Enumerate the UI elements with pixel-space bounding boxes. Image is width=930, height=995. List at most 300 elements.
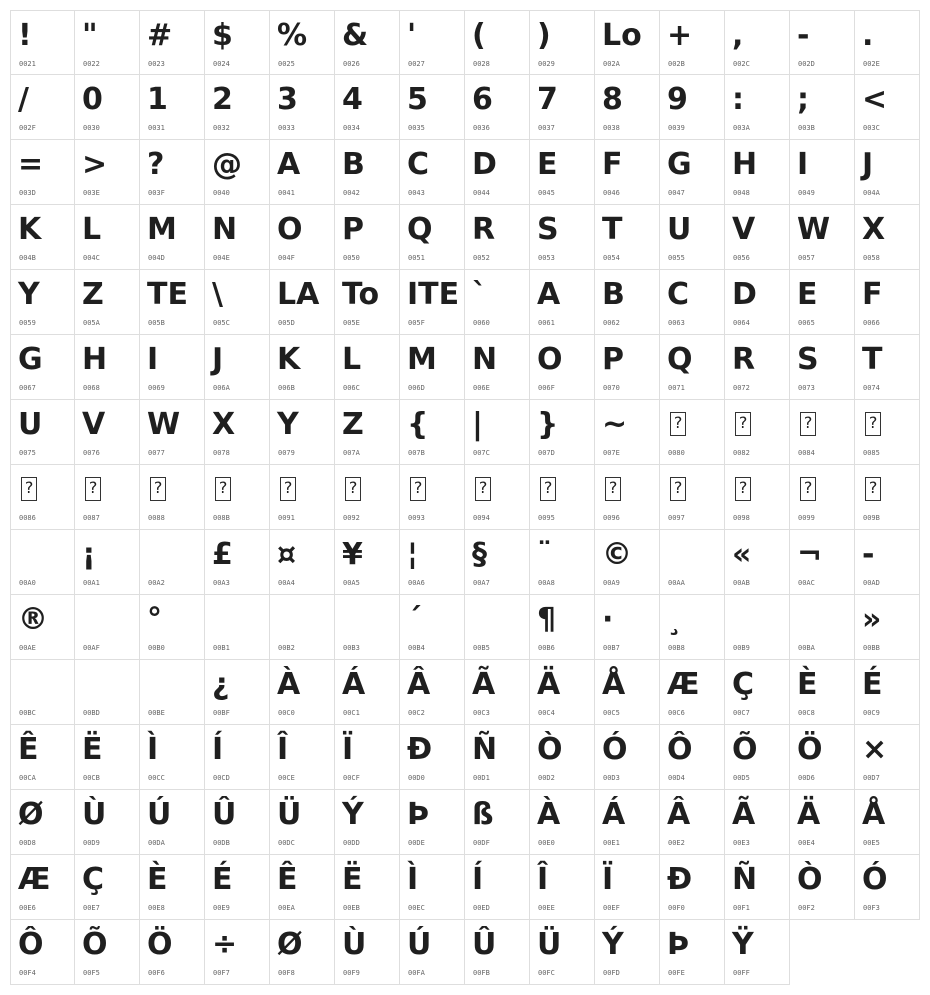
glyph-char: Ö — [797, 732, 823, 767]
glyph-code: 00ED — [473, 904, 490, 912]
glyph-char: Ñ — [732, 862, 758, 897]
glyph-code: 0034 — [343, 124, 360, 132]
glyph-cell — [75, 855, 140, 920]
glyph-char: ° — [147, 602, 162, 637]
missing-glyph-box: ? — [215, 477, 231, 501]
glyph-char: E — [537, 147, 558, 182]
glyph-code: 0048 — [733, 189, 750, 197]
glyph-char: TE — [147, 277, 188, 312]
glyph-char: I — [147, 342, 159, 377]
glyph-code: 0059 — [19, 319, 36, 327]
glyph-cell — [595, 920, 660, 985]
glyph-code: 005E — [343, 319, 360, 327]
glyph-code: 00E1 — [603, 839, 620, 847]
glyph-grid — [10, 10, 920, 985]
glyph-code: 0093 — [408, 514, 425, 522]
glyph-char: J — [862, 147, 874, 182]
glyph-code: 00EB — [343, 904, 360, 912]
glyph-cell — [855, 75, 920, 140]
glyph-code: 0047 — [668, 189, 685, 197]
glyph-char: / — [18, 82, 29, 117]
glyph-code: 00F7 — [213, 969, 230, 977]
glyph-cell — [465, 400, 530, 465]
glyph-code: 007D — [538, 449, 555, 457]
glyph-cell — [465, 530, 530, 595]
glyph-char: L — [342, 342, 362, 377]
glyph-char: Æ — [18, 862, 51, 897]
glyph-cell — [205, 75, 270, 140]
glyph-cell — [660, 400, 725, 465]
glyph-cell — [75, 270, 140, 335]
glyph-char: Q — [407, 212, 433, 247]
glyph-cell — [660, 595, 725, 660]
glyph-char: T — [862, 342, 883, 377]
glyph-char: { — [407, 407, 429, 442]
glyph-cell — [205, 855, 270, 920]
glyph-code: 007E — [603, 449, 620, 457]
glyph-code: 00FD — [603, 969, 620, 977]
glyph-char: Ÿ — [732, 927, 754, 962]
glyph-code: 00F2 — [798, 904, 815, 912]
glyph-code: 0031 — [148, 124, 165, 132]
glyph-cell — [725, 270, 790, 335]
glyph-code: 00CE — [278, 774, 295, 782]
glyph-char: ¿ — [212, 667, 230, 702]
glyph-char: ¬ — [797, 537, 823, 572]
glyph-cell — [465, 790, 530, 855]
glyph-cell — [725, 660, 790, 725]
glyph-cell — [400, 790, 465, 855]
glyph-cell — [205, 400, 270, 465]
glyph-code: 006E — [473, 384, 490, 392]
glyph-code: 0030 — [83, 124, 100, 132]
missing-glyph-box: ? — [800, 477, 816, 501]
glyph-cell — [270, 205, 335, 270]
glyph-code: 00FE — [668, 969, 685, 977]
glyph-char: ` — [472, 277, 487, 312]
glyph-char: A — [277, 147, 301, 182]
glyph-code: 0042 — [343, 189, 360, 197]
glyph-code: 00C1 — [343, 709, 360, 717]
glyph-cell — [530, 400, 595, 465]
glyph-code: 0021 — [19, 60, 36, 68]
glyph-char: ITE — [407, 277, 460, 312]
glyph-char: , — [732, 18, 744, 53]
glyph-cell — [725, 530, 790, 595]
glyph-cell — [10, 855, 75, 920]
glyph-cell — [530, 465, 595, 530]
glyph-cell — [530, 725, 595, 790]
glyph-code: 0044 — [473, 189, 490, 197]
glyph-cell — [270, 335, 335, 400]
glyph-code: 0096 — [603, 514, 620, 522]
glyph-code: 005F — [408, 319, 425, 327]
glyph-code: 00BD — [83, 709, 100, 717]
glyph-char: Ç — [82, 862, 105, 897]
glyph-char: K — [277, 342, 301, 377]
glyph-code: 0041 — [278, 189, 295, 197]
glyph-code: 00E7 — [83, 904, 100, 912]
glyph-cell — [140, 725, 205, 790]
glyph-char: ? — [147, 147, 165, 182]
glyph-cell — [595, 790, 660, 855]
glyph-code: 00BF — [213, 709, 230, 717]
glyph-char: ¤ — [277, 537, 297, 572]
glyph-cell — [855, 595, 920, 660]
glyph-char: To — [342, 277, 380, 312]
glyph-cell — [530, 855, 595, 920]
glyph-code: 00BA — [798, 644, 815, 652]
glyph-cell — [465, 335, 530, 400]
glyph-char: ß — [472, 797, 494, 832]
glyph-cell — [140, 920, 205, 985]
glyph-char: ® — [18, 602, 48, 637]
glyph-char: - — [862, 537, 875, 572]
glyph-code: 00DF — [473, 839, 490, 847]
glyph-code: 0071 — [668, 384, 685, 392]
glyph-cell — [725, 400, 790, 465]
glyph-cell — [595, 75, 660, 140]
glyph-code: 00DB — [213, 839, 230, 847]
glyph-char: V — [82, 407, 106, 442]
glyph-cell — [335, 725, 400, 790]
glyph-cell — [400, 75, 465, 140]
glyph-code: 0032 — [213, 124, 230, 132]
glyph-cell — [725, 790, 790, 855]
glyph-cell — [530, 140, 595, 205]
glyph-char: B — [342, 147, 365, 182]
glyph-code: 0054 — [603, 254, 620, 262]
glyph-char: Þ — [667, 927, 690, 962]
glyph-code: 002A — [603, 60, 620, 68]
glyph-cell — [465, 140, 530, 205]
glyph-cell — [335, 75, 400, 140]
glyph-char: Ö — [147, 927, 173, 962]
glyph-cell — [205, 595, 270, 660]
glyph-char: Ð — [667, 862, 693, 897]
glyph-cell — [855, 400, 920, 465]
glyph-cell — [530, 10, 595, 75]
glyph-char: S — [537, 212, 559, 247]
glyph-code: 00D3 — [603, 774, 620, 782]
glyph-code: 00DE — [408, 839, 425, 847]
glyph-cell — [335, 335, 400, 400]
glyph-code: 00C8 — [798, 709, 815, 717]
glyph-code: 00E3 — [733, 839, 750, 847]
glyph-char: V — [732, 212, 756, 247]
glyph-code: 004B — [19, 254, 36, 262]
glyph-code: 00B6 — [538, 644, 555, 652]
glyph-code: 0046 — [603, 189, 620, 197]
glyph-code: 0095 — [538, 514, 555, 522]
glyph-cell — [595, 530, 660, 595]
glyph-code: 0049 — [798, 189, 815, 197]
glyph-char: Ç — [732, 667, 755, 702]
glyph-cell — [725, 140, 790, 205]
glyph-code: 006D — [408, 384, 425, 392]
glyph-code: 00E0 — [538, 839, 555, 847]
glyph-code: 00B9 — [733, 644, 750, 652]
glyph-cell — [595, 400, 660, 465]
glyph-cell — [335, 790, 400, 855]
glyph-char: Ê — [18, 732, 39, 767]
glyph-code: 00DC — [278, 839, 295, 847]
glyph-cell — [10, 725, 75, 790]
glyph-cell — [465, 855, 530, 920]
glyph-code: 00A9 — [603, 579, 620, 587]
glyph-code: 0058 — [863, 254, 880, 262]
glyph-code: 0072 — [733, 384, 750, 392]
glyph-code: 0080 — [668, 449, 685, 457]
glyph-code: 00C9 — [863, 709, 880, 717]
glyph-char: Â — [407, 667, 431, 702]
glyph-cell — [205, 660, 270, 725]
glyph-cell — [660, 205, 725, 270]
glyph-char: J — [212, 342, 224, 377]
glyph-cell — [595, 140, 660, 205]
glyph-char: Å — [602, 667, 626, 702]
glyph-char: 2 — [212, 82, 233, 117]
glyph-cell — [465, 465, 530, 530]
glyph-code: 00BC — [19, 709, 36, 717]
glyph-cell — [790, 335, 855, 400]
glyph-cell — [465, 920, 530, 985]
glyph-char: N — [472, 342, 498, 377]
glyph-cell — [400, 920, 465, 985]
glyph-code: 00D1 — [473, 774, 490, 782]
glyph-cell — [75, 335, 140, 400]
missing-glyph-box: ? — [800, 412, 816, 436]
glyph-cell — [335, 595, 400, 660]
missing-glyph-box: ? — [670, 477, 686, 501]
glyph-cell — [725, 725, 790, 790]
glyph-code: 0069 — [148, 384, 165, 392]
glyph-cell — [530, 660, 595, 725]
glyph-char: ÷ — [212, 927, 238, 962]
glyph-cell — [75, 920, 140, 985]
glyph-code: 007B — [408, 449, 425, 457]
glyph-cell — [595, 10, 660, 75]
glyph-code: 0067 — [19, 384, 36, 392]
glyph-cell — [660, 140, 725, 205]
glyph-cell — [205, 790, 270, 855]
glyph-code: 00AF — [83, 644, 100, 652]
glyph-char: @ — [212, 147, 242, 182]
glyph-cell — [660, 465, 725, 530]
glyph-cell — [140, 855, 205, 920]
glyph-cell — [10, 790, 75, 855]
glyph-cell — [10, 75, 75, 140]
glyph-code: 0039 — [668, 124, 685, 132]
glyph-cell — [725, 10, 790, 75]
glyph-cell — [335, 465, 400, 530]
glyph-cell — [140, 465, 205, 530]
glyph-char: ´ — [407, 602, 422, 637]
glyph-code: 0075 — [19, 449, 36, 457]
glyph-cell — [400, 725, 465, 790]
glyph-code: 002B — [668, 60, 685, 68]
glyph-code: 0040 — [213, 189, 230, 197]
glyph-cell — [400, 855, 465, 920]
glyph-code: 00D0 — [408, 774, 425, 782]
glyph-cell — [205, 10, 270, 75]
glyph-code: 00DD — [343, 839, 360, 847]
glyph-cell — [270, 140, 335, 205]
glyph-char: Z — [82, 277, 104, 312]
glyph-char: Ð — [407, 732, 433, 767]
glyph-code: 00F4 — [19, 969, 36, 977]
glyph-cell — [205, 920, 270, 985]
glyph-char: É — [862, 667, 883, 702]
glyph-char: O — [537, 342, 563, 377]
glyph-cell — [270, 75, 335, 140]
glyph-cell — [10, 140, 75, 205]
glyph-cell — [335, 270, 400, 335]
glyph-code: 0050 — [343, 254, 360, 262]
glyph-code: 0088 — [148, 514, 165, 522]
glyph-code: 0025 — [278, 60, 295, 68]
glyph-cell — [855, 335, 920, 400]
glyph-cell — [530, 530, 595, 595]
glyph-char: Þ — [407, 797, 430, 832]
glyph-code: 00E2 — [668, 839, 685, 847]
glyph-cell — [400, 10, 465, 75]
glyph-char: ! — [18, 18, 32, 53]
glyph-cell — [140, 270, 205, 335]
glyph-code: 005C — [213, 319, 230, 327]
glyph-char: Ä — [537, 667, 561, 702]
glyph-char: A — [537, 277, 561, 312]
glyph-code: 00D8 — [19, 839, 36, 847]
glyph-cell — [725, 465, 790, 530]
glyph-char: Í — [472, 862, 484, 897]
glyph-cell — [75, 400, 140, 465]
glyph-cell — [855, 465, 920, 530]
glyph-cell — [465, 270, 530, 335]
glyph-char: + — [667, 18, 693, 53]
glyph-char: 3 — [277, 82, 298, 117]
glyph-code: 005B — [148, 319, 165, 327]
glyph-char: Ù — [82, 797, 107, 832]
glyph-code: 00D5 — [733, 774, 750, 782]
glyph-code: 00C4 — [538, 709, 555, 717]
glyph-char: 7 — [537, 82, 558, 117]
glyph-char: N — [212, 212, 238, 247]
glyph-code: 0063 — [668, 319, 685, 327]
glyph-char: Ê — [277, 862, 298, 897]
glyph-cell — [855, 270, 920, 335]
glyph-cell — [75, 725, 140, 790]
glyph-char: P — [342, 212, 364, 247]
glyph-char: ¶ — [537, 602, 557, 637]
glyph-code: 00A6 — [408, 579, 425, 587]
glyph-cell — [595, 725, 660, 790]
glyph-char: Ã — [472, 667, 496, 702]
glyph-char: Ò — [797, 862, 823, 897]
glyph-code: 0066 — [863, 319, 880, 327]
glyph-code: 00F0 — [668, 904, 685, 912]
glyph-char: E — [797, 277, 818, 312]
glyph-cell — [400, 140, 465, 205]
glyph-cell — [335, 855, 400, 920]
glyph-char: ~ — [602, 407, 628, 442]
glyph-cell — [140, 205, 205, 270]
glyph-code: 0091 — [278, 514, 295, 522]
glyph-char: © — [602, 537, 632, 572]
glyph-cell — [270, 530, 335, 595]
glyph-cell — [790, 660, 855, 725]
glyph-code: 00AA — [668, 579, 685, 587]
glyph-char: W — [797, 212, 831, 247]
glyph-cell — [465, 660, 530, 725]
glyph-char: Æ — [667, 667, 700, 702]
glyph-cell — [855, 790, 920, 855]
glyph-code: 007C — [473, 449, 490, 457]
glyph-cell — [660, 10, 725, 75]
glyph-code: 00E6 — [19, 904, 36, 912]
glyph-code: 00C7 — [733, 709, 750, 717]
glyph-cell — [595, 855, 660, 920]
glyph-char: Ã — [732, 797, 756, 832]
glyph-code: 003E — [83, 189, 100, 197]
glyph-cell — [75, 595, 140, 660]
glyph-cell — [530, 205, 595, 270]
glyph-code: 0061 — [538, 319, 555, 327]
glyph-char: Ô — [18, 927, 44, 962]
glyph-code: 00AD — [863, 579, 880, 587]
glyph-code: 0037 — [538, 124, 555, 132]
glyph-char: Ì — [147, 732, 159, 767]
glyph-cell — [400, 595, 465, 660]
glyph-cell — [10, 465, 75, 530]
glyph-char: ¡ — [82, 537, 96, 572]
missing-glyph-box: ? — [735, 412, 751, 436]
glyph-cell — [465, 10, 530, 75]
glyph-cell — [660, 75, 725, 140]
glyph-char: I — [797, 147, 809, 182]
glyph-char: R — [472, 212, 496, 247]
glyph-code: 0060 — [473, 319, 490, 327]
glyph-code: 00FA — [408, 969, 425, 977]
glyph-code: 00C5 — [603, 709, 620, 717]
glyph-cell — [855, 530, 920, 595]
glyph-cell — [10, 335, 75, 400]
glyph-char: | — [472, 407, 483, 442]
glyph-char: Y — [277, 407, 299, 442]
glyph-code: 00F5 — [83, 969, 100, 977]
glyph-cell — [465, 725, 530, 790]
glyph-char: ¸ — [667, 602, 682, 637]
glyph-char: 9 — [667, 82, 688, 117]
glyph-code: 00BB — [863, 644, 880, 652]
glyph-char: O — [277, 212, 303, 247]
missing-glyph-box: ? — [21, 477, 37, 501]
glyph-code: 00E9 — [213, 904, 230, 912]
glyph-code: 0053 — [538, 254, 555, 262]
glyph-cell — [660, 335, 725, 400]
glyph-code: 002C — [733, 60, 750, 68]
glyph-char: Á — [602, 797, 626, 832]
glyph-char: H — [82, 342, 108, 377]
glyph-char: L — [82, 212, 102, 247]
glyph-cell — [530, 335, 595, 400]
glyph-code: 00AC — [798, 579, 815, 587]
glyph-cell — [530, 270, 595, 335]
glyph-cell — [400, 660, 465, 725]
glyph-char: ¦ — [407, 537, 418, 572]
glyph-code: 00B2 — [278, 644, 295, 652]
glyph-cell — [530, 75, 595, 140]
